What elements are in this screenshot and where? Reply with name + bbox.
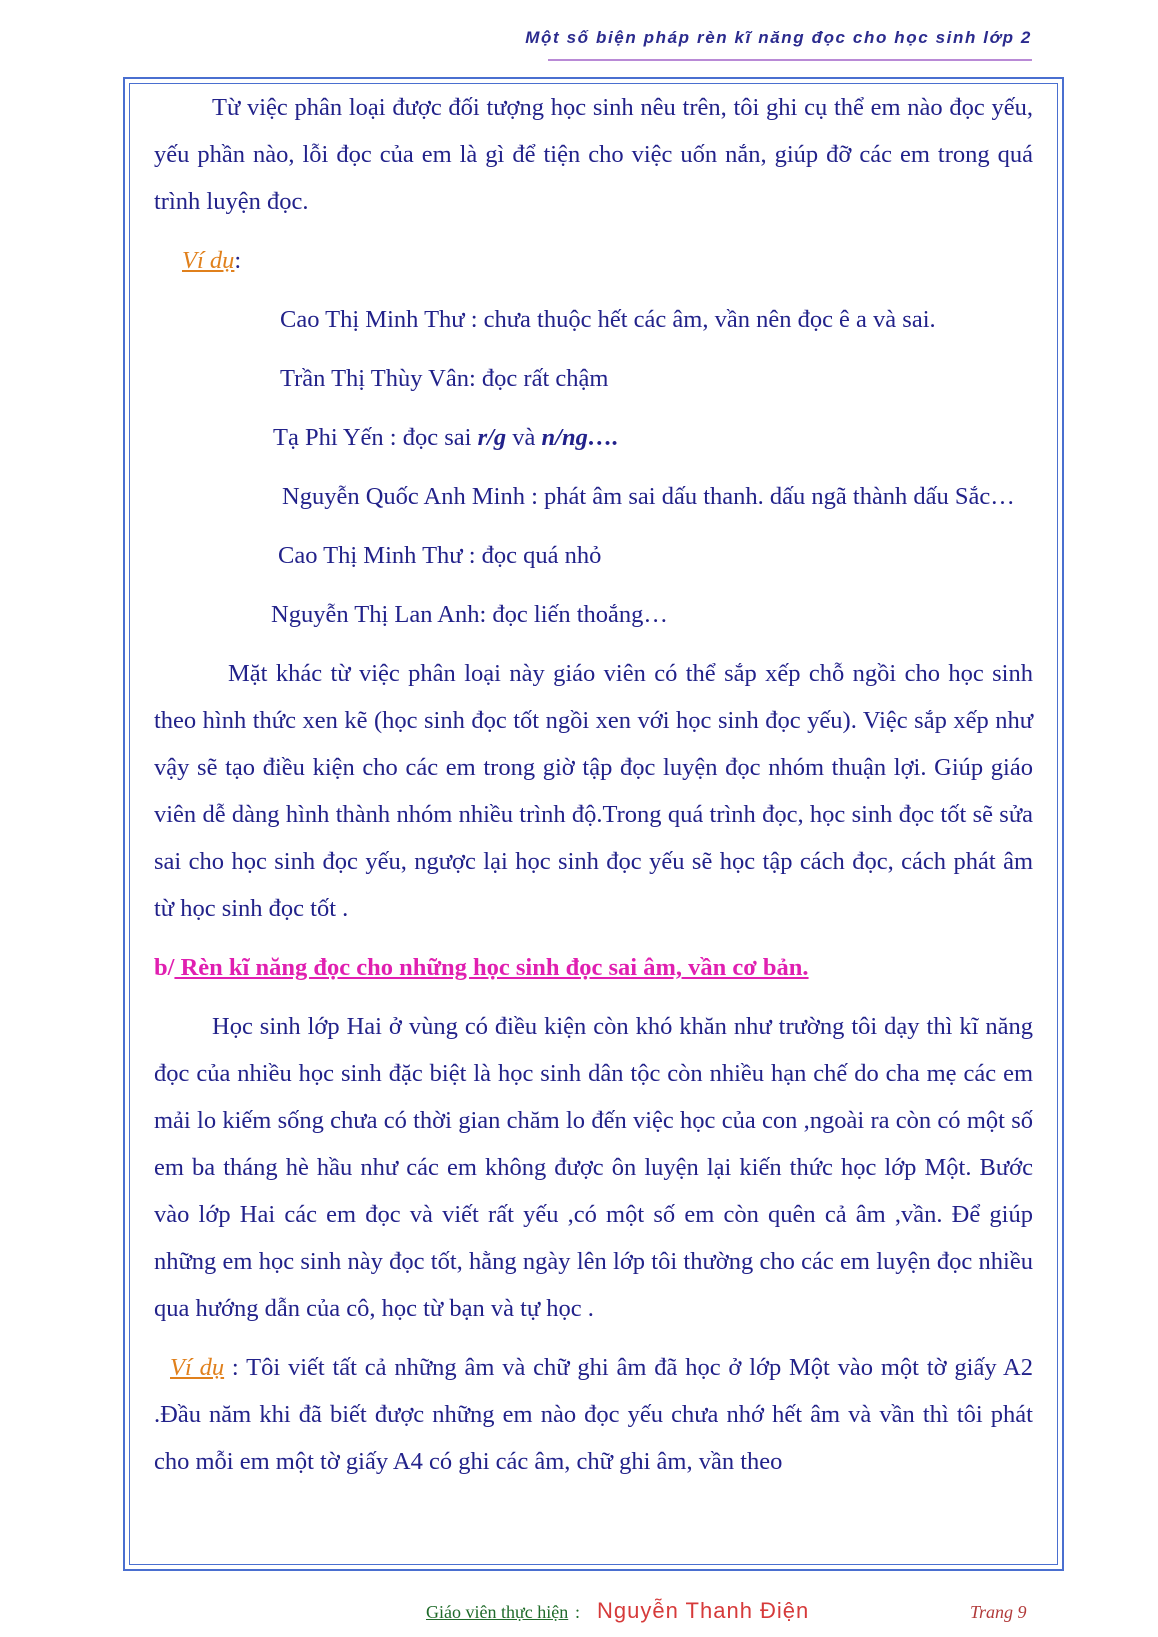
page-header-title: Một số biện pháp rèn kĩ năng đọc cho học sinh lớp 2 (525, 28, 1032, 47)
footer-teacher-name: Nguyễn Thanh Điện (597, 1598, 810, 1623)
section-heading-prefix: b/ (154, 954, 175, 981)
example-line-3 (154, 414, 1033, 473)
footer-teacher-label: Giáo viên thực hiện (426, 1602, 569, 1622)
example-line-4: Nguyễn Quốc Anh Minh : phát âm sai dấu thanh. dấu ngã thành dấu Sắc… (282, 483, 1015, 510)
vidu-label-1: Ví dụ (182, 247, 235, 274)
example-3-nng: n/ng…. (541, 424, 619, 451)
example-3-rg: r/g (477, 424, 507, 451)
paragraph-4 (154, 1344, 1033, 1485)
vidu-label-2: Ví dụ (170, 1354, 225, 1381)
spacer (154, 1332, 1033, 1344)
spacer (154, 225, 1033, 237)
example-line-1: Cao Thị Minh Thư : chưa thuộc hết các âm, vần nên đọc ê a và sai. (280, 306, 936, 333)
example-line-5: Cao Thị Minh Thư : đọc quá nhỏ (278, 542, 602, 569)
example-line-6: Nguyễn Thị Lan Anh: đọc liến thoắng… (271, 601, 668, 628)
vidu-colon-1: : (234, 247, 242, 274)
spacer (154, 932, 1033, 944)
header-underline (548, 59, 1032, 61)
example-3-and: và (506, 424, 542, 451)
footer-colon: : (575, 1602, 581, 1622)
document-body (154, 84, 1033, 1485)
page-footer (0, 1598, 1158, 1628)
example-line-2: Trần Thị Thùy Vân: đọc rất chậm (280, 365, 609, 392)
paragraph-1: Từ việc phân loại được đối tượng học sinh nêu trên, tôi ghi cụ thể em nào đọc yếu, yếu phần nào, lỗi đọc của em là gì để tiện cho việc uốn nắn, giúp đỡ các em trong quá trình luyện đọc. (154, 94, 1033, 215)
section-heading-b (154, 944, 1033, 1003)
section-heading-text: Rèn kĩ năng đọc cho những học sinh đọc sai âm, vần cơ bản. (174, 954, 809, 981)
paragraph-3: Học sinh lớp Hai ở vùng có điều kiện còn khó khăn như trường tôi dạy thì kĩ năng đọc của nhiều học sinh đặc biệt là học sinh dân tộc còn nhiều hạn chế do cha mẹ các em mải lo kiếm sống chưa có thời gian chăm lo đến việc học của con ,ngoài ra còn có một số em ba tháng hè hầu như các em không được ôn luyện lại kiến thức học lớp Một. Bước vào lớp Hai các em đọc và viết rất yếu ,có một số em còn quên cả âm ,vần. Để giúp những em học sinh này đọc tốt, hằng ngày lên lớp tôi thường cho các em luyện đọc nhiều qua hướng dẫn của cô, học từ bạn và tự học . (154, 1013, 1033, 1322)
example-3-prefix: Tạ Phi Yến : đọc sai (273, 424, 478, 451)
paragraph-4-text: : Tôi viết tất cả những âm và chữ ghi âm đã học ở lớp Một vào một tờ giấy A2 .Đầu năm khi đã biết được những em nào đọc yếu chưa nhớ hết âm và vần thì tôi phát cho mỗi em một tờ giấy A4 có ghi các âm, chữ ghi âm, vần theo (154, 1354, 1033, 1475)
footer-page-number: Trang 9 (970, 1602, 1027, 1622)
example-intro-1 (154, 237, 1033, 296)
paragraph-2: Mặt khác từ việc phân loại này giáo viên có thể sắp xếp chỗ ngồi cho học sinh theo hình thức xen kẽ (học sinh đọc tốt ngồi xen với học sinh đọc yếu). Việc sắp xếp như vậy sẽ tạo điều kiện cho các em trong giờ tập đọc luyện đọc nhóm thuận lợi. Giúp giáo viên dễ dàng hình thành nhóm nhiều trình độ.Trong quá trình đọc, học sinh đọc tốt sẽ sửa sai cho học sinh đọc yếu, ngược lại học sinh đọc yếu sẽ học tập cách đọc, cách phát âm từ học sinh đọc tốt . (154, 660, 1033, 922)
